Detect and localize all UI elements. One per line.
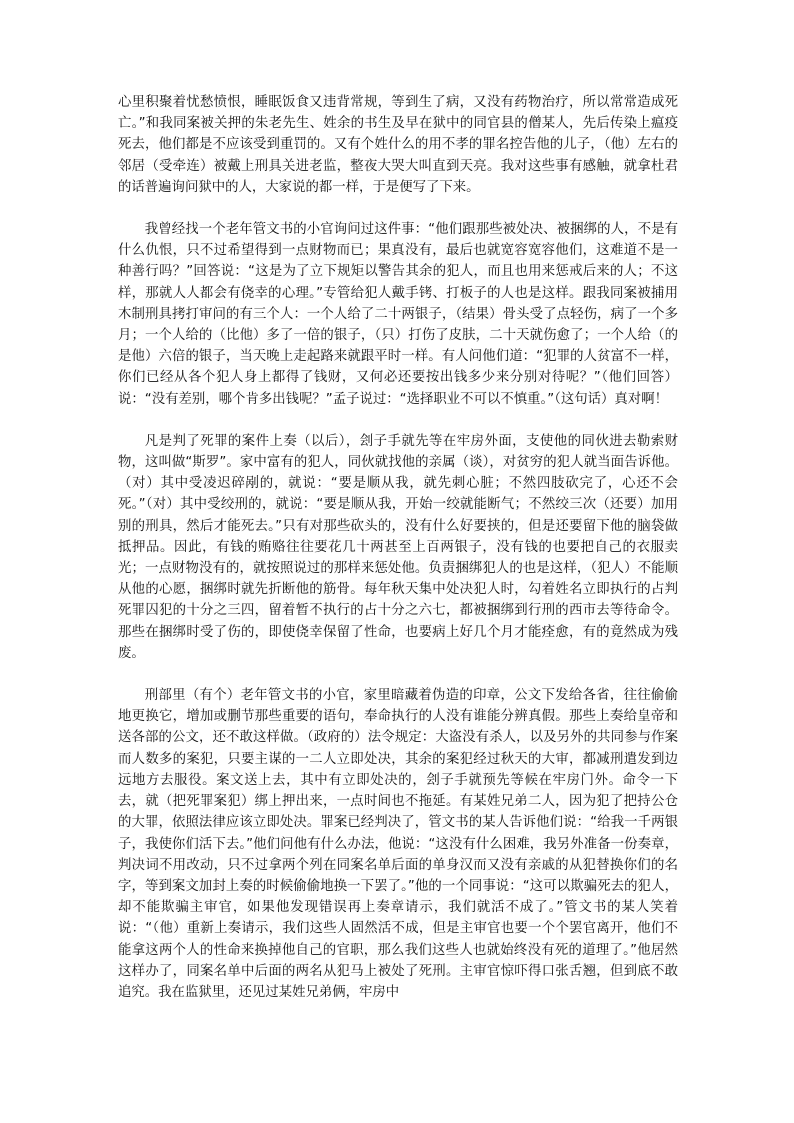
paragraph-1: 心里积聚着忧愁愤恨，睡眠饭食又违背常规，等到生了病，又没有药物治疗，所以常常造成死亡。”和我同案被关押的朱老先生、姓余的书生及早在狱中的同官县的僧某人，先后传染上瘟疫死去，他们都是不应该受到重罚的。又有个姓什么的用不孝的罪名控告他的儿子，（他）左右的邻居（受牵连）被戴上刑具关进老监，整夜大哭大叫直到天亮。我对这些事有感触，就拿杜君的话普遍询问狱中的人，大家说的都一样，于是便写了下来。 <box>118 95 678 195</box>
document-page <box>118 92 678 1024</box>
paragraph-4: 刑部里（有个）老年管文书的小官，家里暗藏着伪造的印章，公文下发给各省，往往偷偷地更换它，增加或删节那些重要的语句，奉命执行的人没有谁能分辨真假。那些上奏给皇帝和送各部的公文，还不敢这样做。（政府的）法令规定：大盗没有杀人，以及另外的共同参与作案而人数多的案犯，只要主谋的一二人立即处决，其余的案犯经过秋天的大审，都减刑遣发到边远地方去服役。案文送上去，其中有立即处决的，刽子手就预先等候在牢房门外。命令一下去，就（把死罪案犯）绑上押出来，一点时间也不拖延。有某姓兄弟二人，因为犯了把持公仓的大罪，依照法律应该立即处决。罪案已经判决了，管文书的某人告诉他们说：“给我一千两银子，我使你们活下去。”他们问他有什么办法，他说：“这没有什么困难，我另外准备一份奏章，判决词不用改动，只不过拿两个列在同案名单后面的单身汉而又没有亲戚的从犯替换你们的名字，等到案文加封上奏的时候偷偷地换一下罢了。”他的一个同事说：“这可以欺骗死去的犯人，却不能欺骗主审官，如果他发现错误再上奏章请示，我们就活不成了。”管文书的某人笑着说：“（他）重新上奏请示，我们这些人固然活不成，但是主审官也要一个个罢官离开，他们不能拿这两个人的性命来换掉他自己的官职，那么我们这些人也就始终没有死的道理了。”他居然这样办了，同案名单中后面的两名从犯马上被处了死刑。主审官惊吓得口张舌翘，但到底不敢追究。我在监狱里，还见过某姓兄弟俩，牢房中 <box>118 688 678 1000</box>
paragraph-2: 我曾经找一个老年管文书的小官询问过这件事：“他们跟那些被处决、被捆绑的人，不是有什么仇恨，只不过希望得到一点财物而已；果真没有，最后也就宽容宽容他们，这难道不是一种善行吗？”回答说：“这是为了立下规矩以警告其余的犯人，而且也用来惩戒后来的人；不这样，那就人人都会有侥幸的心理。”专管给犯人戴手铐、打板子的人也是这样。跟我同案被捕用木制刑具拷打审问的有三个人：一个人给了二十两银子，（结果）骨头受了点轻伤，病了一个多月；一个人给的（比他）多了一倍的银子，（只）打伤了皮肤，二十天就伤愈了；一个人给（的是他）六倍的银子，当天晚上走起路来就跟平时一样。有人问他们道：“犯罪的人贫富不一样，你们已经从各个犯人身上都得了钱财，又何必还要按出钱多少来分别对待呢？”（他们回答）说：“没有差别，哪个肯多出钱呢？”孟子说过：“选择职业不可以不慎重。”（这句话）真对啊！ <box>118 222 678 407</box>
paragraph-3: 凡是判了死罪的案件上奏（以后），刽子手就先等在牢房外面，支使他的同伙进去勒索财物，这叫做“斯罗”。家中富有的犯人，同伙就找他的亲属（谈），对贫穷的犯人就当面告诉他。（对）其中受凌迟碎剐的，就说：“要是顺从我，就先刺心脏；不然四肢砍完了，心还不会死。”（对）其中受绞刑的，就说：“要是顺从我，开始一绞就能断气；不然绞三次（还要）加用别的刑具，然后才能死去。”只有对那些砍头的，没有什么好要挟的，但是还要留下他的脑袋做抵押品。因此，有钱的贿赂往往要花几十两甚至上百两银子，没有钱的也要把自己的衣服卖光；一点财物没有的，就按照说过的那样来惩处他。负责捆绑犯人的也是这样，（犯人）不能顺从他的心愿，捆绑时就先折断他的筋骨。每年秋天集中处决犯人时，勾着姓名立即执行的占判死罪囚犯的十分之三四，留着暂不执行的占十分之六七，都被捆绑到行刑的西市去等待命令。那些在捆绑时受了伤的，即使侥幸保留了性命，也要病上好几个月才能痊愈，有的竟然成为残废。 <box>118 433 678 661</box>
